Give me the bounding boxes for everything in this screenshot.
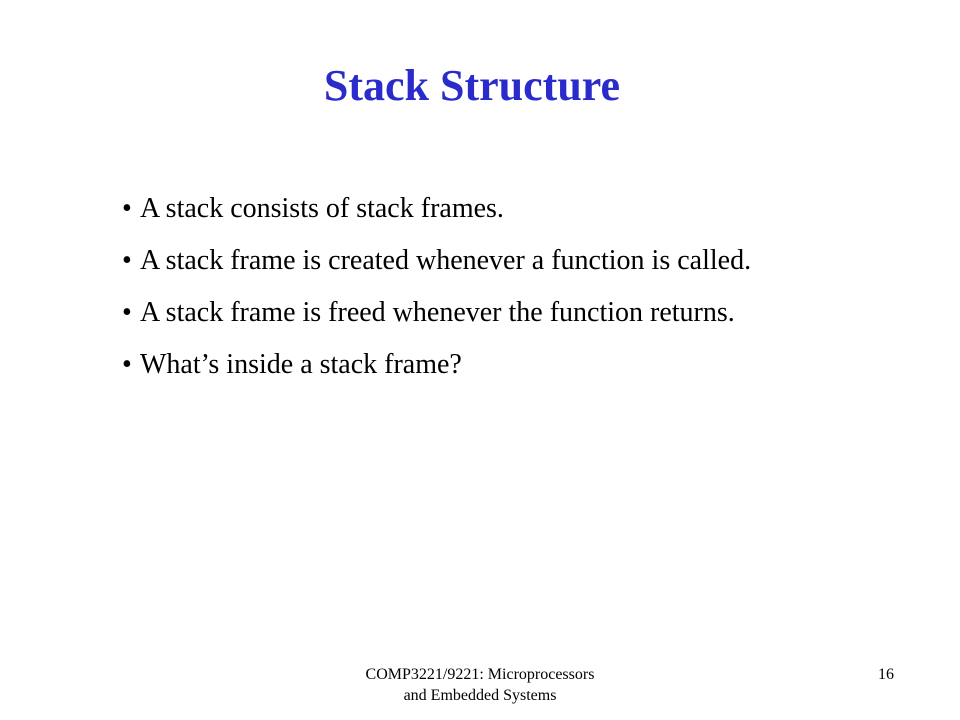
- bullet-marker: •: [122, 245, 132, 276]
- bullet-marker: •: [122, 349, 132, 380]
- bullet-text-1: A stack consists of stack frames.: [140, 193, 504, 224]
- bullet-marker: •: [122, 193, 132, 224]
- footer-course-name: [330, 664, 630, 706]
- bullet-item-1: [122, 192, 752, 226]
- page-number: 16: [878, 666, 894, 683]
- bullet-item-3: [122, 296, 752, 330]
- slide-title: Stack Structure: [323, 61, 621, 110]
- bullet-item-4: [122, 348, 752, 382]
- footer-line-1: COMP3221/9221: Microprocessors: [365, 666, 595, 683]
- bullet-item-2: [122, 244, 752, 278]
- bullet-text-3: A stack frame is freed whenever the function returns.: [140, 297, 735, 328]
- bullet-list: [122, 192, 752, 400]
- bullet-marker: •: [122, 297, 132, 328]
- bullet-text-2: A stack frame is created whenever a function is called.: [140, 245, 752, 276]
- bullet-text-4: What’s inside a stack frame?: [140, 349, 462, 380]
- footer-line-2: and Embedded Systems: [403, 687, 557, 704]
